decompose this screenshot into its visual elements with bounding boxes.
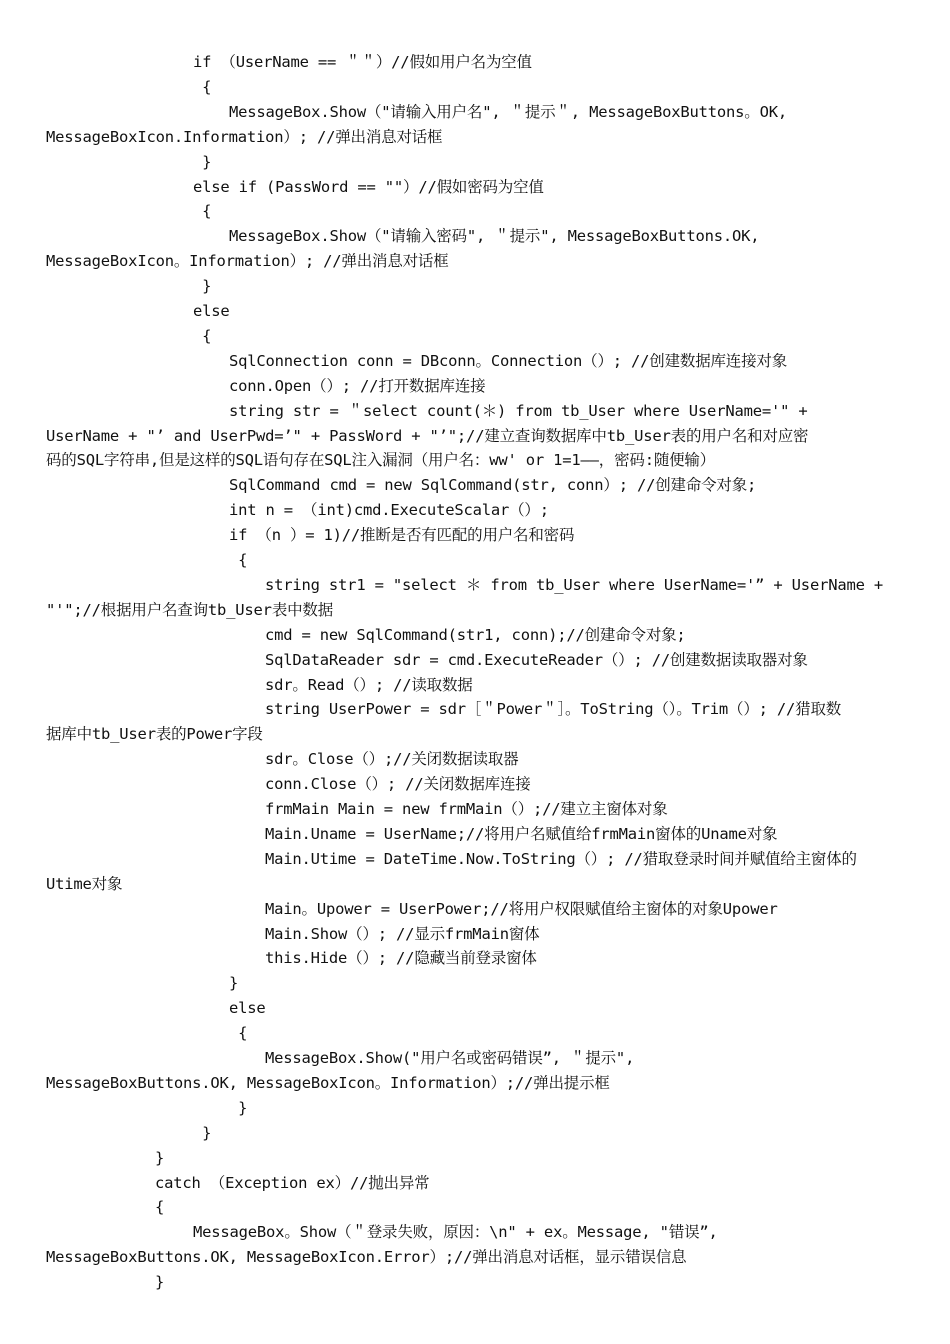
code-line: Main.Show（）; //显示frmMain窗体 xyxy=(265,924,540,943)
code-line: SqlCommand cmd = new SqlCommand(str, conn）; //创建命令对象; xyxy=(229,476,757,495)
code-line: MessageBox。Show（＂登录失败，原因：\n" + ex。Message, "错误”, xyxy=(193,1223,718,1242)
code-line: frmMain Main = new frmMain（）;//建立主窗体对象 xyxy=(265,800,668,818)
code-line: Main.Uname = UserName;//将用户名赋值给frmMain窗体的Uname对象 xyxy=(265,824,778,843)
code-line: string str1 = "select ＊ from tb_User where UserName='” + UserName + xyxy=(265,575,883,594)
code-line: MessageBox.Show("用户名或密码错误”, ＂提示", xyxy=(265,1049,635,1067)
code-line: cmd = new SqlCommand(str1, conn);//创建命令对象; xyxy=(265,625,686,644)
code-line: else xyxy=(229,999,266,1018)
code-line: MessageBoxIcon。Information）; //弹出消息对话框 xyxy=(46,252,449,271)
code-line: Main.Utime = DateTime.Now.ToString（）; //猎取登录时间并赋值给主窗体的 xyxy=(265,849,857,868)
code-line: Utime对象 xyxy=(46,874,123,893)
code-line: SqlConnection conn = DBconn。Connection（）; //创建数据库连接对象 xyxy=(229,351,788,370)
code-line: } xyxy=(193,1123,212,1142)
code-line: SqlDataReader sdr = cmd.ExecuteReader（）; //创建数据读取器对象 xyxy=(265,650,808,669)
code-line: { xyxy=(229,1024,248,1043)
code-line: MessageBox.Show（"请输入密码", ＂提示", MessageBoxButtons.OK, xyxy=(229,227,760,246)
code-line: Main。Upower = UserPower;//将用户权限赋值给主窗体的对象Upower xyxy=(265,899,778,918)
code-line: sdr。Close（）;//关闭数据读取器 xyxy=(265,750,519,769)
code-line: string str = ＂select count(＊) from tb_User where UserName='" + xyxy=(229,401,808,420)
code-line: if （UserName == ＂＂）//假如用户名为空值 xyxy=(193,53,532,71)
code-line: else xyxy=(193,302,230,320)
code-line: { xyxy=(193,202,212,221)
code-line: this.Hide（）; //隐藏当前登录窗体 xyxy=(265,949,537,968)
code-line: UserName + "’ and UserPwd=’" + PassWord + "’";//建立查询数据库中tb_User表的用户名和对应密 xyxy=(46,426,809,445)
code-line: } xyxy=(193,152,212,171)
code-line: else if (PassWord == ""）//假如密码为空值 xyxy=(193,177,544,196)
code-line: { xyxy=(155,1198,165,1217)
code-line: } xyxy=(193,277,212,296)
code-line: conn.Close（）; //关闭数据库连接 xyxy=(265,775,531,794)
code-line: "'";//根据用户名查询tb_User表中数据 xyxy=(46,600,334,619)
code-line: } xyxy=(155,1148,165,1167)
code-line: int n = （int)cmd.ExecuteScalar（）; xyxy=(229,501,549,520)
code-line: if （n ）= 1)//推断是否有匹配的用户名和密码 xyxy=(229,526,575,545)
code-line: catch （Exception ex）//抛出异常 xyxy=(155,1173,430,1192)
code-line: { xyxy=(229,551,248,569)
code-line: MessageBoxButtons.OK, MessageBoxIcon。Information）;//弹出提示框 xyxy=(46,1073,610,1092)
code-line: MessageBoxButtons.OK, MessageBoxIcon.Error）;//弹出消息对话框，显示错误信息 xyxy=(46,1248,687,1267)
code-line: } xyxy=(229,974,239,993)
code-line: { xyxy=(193,326,212,345)
code-line: MessageBoxIcon.Information）; //弹出消息对话框 xyxy=(46,127,443,146)
code-line: 码的SQL字符串,但是这样的SQL语句存在SQL注入漏洞（用户名：ww' or 1=1——，密码:随便输） xyxy=(46,451,716,470)
code-line: MessageBox.Show（"请输入用户名", ＂提示＂, MessageBoxButtons。OK, xyxy=(229,102,788,121)
code-line: conn.Open（）; //打开数据库连接 xyxy=(229,376,486,395)
code-line: } xyxy=(229,1098,248,1117)
code-line: sdr。Read（）; //读取数据 xyxy=(265,675,473,694)
code-line: 据库中tb_User表的Power字段 xyxy=(46,725,263,744)
code-line: { xyxy=(193,77,212,96)
code-line: } xyxy=(155,1273,165,1292)
code-line: string UserPower = sdr［＂Power＂］。ToString（）。Trim（）; //猎取数 xyxy=(265,700,842,719)
